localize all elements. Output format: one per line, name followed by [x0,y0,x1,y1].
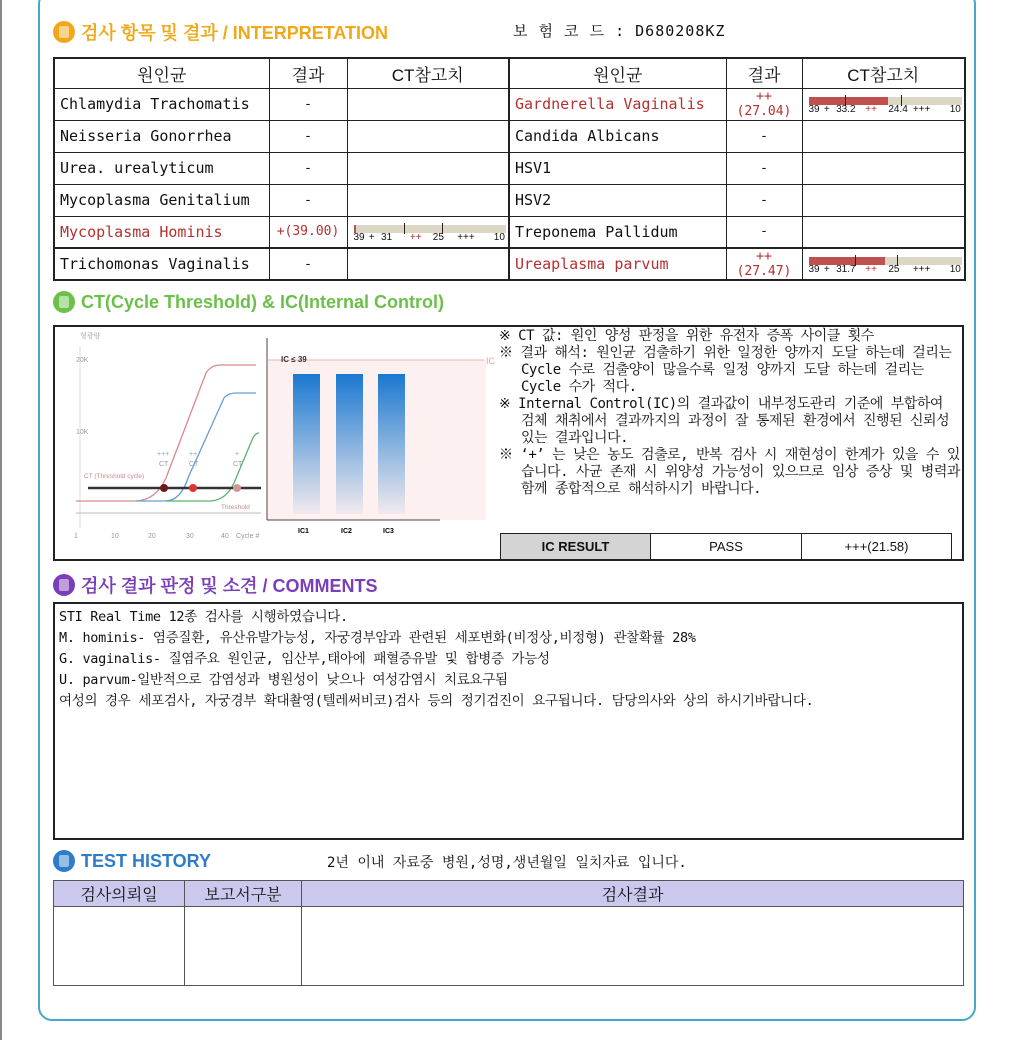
ic-bar [336,374,363,514]
ct-reference [347,184,509,216]
ct-scale-label: 10 [949,104,961,115]
curve-strong [76,365,256,501]
pathogen-name: Gardnerella Vaginalis [509,88,726,120]
pathogen-name: Neisseria Gonorrhea [54,120,269,152]
note-item: ※ CT 값: 원인 양성 판정을 위한 유전자 증폭 사이클 횟수 [499,328,874,344]
insurance-code-label: 보 험 코 드 : [513,22,626,40]
ct-point [233,484,241,492]
pathogen-result: ++(27.47) [726,248,802,280]
note-item: ※ 결과 해석: 원인균 검출하기 위한 일정한 양까지 도달 하는데 걸리는 Cycle 수로 검출양이 많을수록 일정 양까지 도달 하는데 걸리는 Cycle 수가 적다. [499,345,952,395]
results-table [53,57,966,281]
ct-bar-track [354,225,507,233]
header-result: 결과 [726,58,802,88]
threshold-label: Threshold [221,504,250,511]
section-title: CT(Cycle Threshold) & IC(Internal Control) [81,291,445,312]
table-row [54,152,965,184]
ct-reference [802,216,965,248]
ic-result-value: +++(21.58) [802,534,952,560]
ic-result-status: PASS [651,534,802,560]
pathogen-result: ++(27.04) [726,88,802,120]
x-tick: 40 [221,533,229,540]
insurance-code-value: D680208KZ [635,22,726,40]
ct-reference [802,88,965,120]
pathogen-name: Treponema Pallidum [509,216,726,248]
ct-scale-label: 33.2 [836,104,856,115]
ct-scale-label: +++ [912,264,931,275]
header-result: 결과 [269,58,347,88]
history-empty-row [54,907,964,986]
table-row [54,248,965,280]
x-tick: 1 [74,533,78,540]
insurance-code [513,20,725,41]
ct-point [189,484,197,492]
ct-scale-label: + [368,231,375,243]
pathogen-result: - [726,120,802,152]
pathogen-name: Mycoplasma Hominis [54,216,269,248]
section-title: 검사 결과 판정 및 소견 / COMMENTS [81,576,378,596]
ic-bar [378,374,405,514]
ct-ic-header [53,291,444,313]
ct-reference [347,248,509,280]
ct-reference [347,152,509,184]
pathogen-name: Mycoplasma Genitalium [54,184,269,216]
ct-scale-label: +++ [457,231,475,243]
pathogen-result: - [269,152,347,184]
pathogen-name: Ureaplasma parvum [509,248,726,280]
table-row [54,88,965,120]
ct-reference-bar [354,221,507,245]
ct-scale-label: 24.4 [888,104,908,115]
pathogen-result: - [726,152,802,184]
pathogen-name: Urea. urealyticum [54,152,269,184]
note-item: ※ Internal Control(IC)의 결과값이 내부정도관리 기준에 부합하여 검체 채취에서 결과까지의 과정이 잘 통제된 환경에서 진행된 신뢰성 있는 결과입니다. [499,396,950,446]
x-tick: 10 [111,533,119,540]
ct-scale-label: +++ [912,104,931,115]
ct-reference [347,120,509,152]
y-tick: 10K [76,429,89,436]
ct-scale-label: 10 [949,264,961,275]
pathogen-name: Candida Albicans [509,120,726,152]
ct-scale-label: + [823,264,830,275]
pathogen-result: - [269,120,347,152]
document-icon [53,574,75,596]
table-row [54,216,965,248]
comment-line: STI Real Time 12종 검사를 시행하였습니다. [59,609,348,625]
pathogen-result: - [726,184,802,216]
note-item: ※ ‘+’ 는 낮은 농도 검출로, 반복 검사 시 재현성이 한계가 있을 수 있습니다. 사균 존재 시 위양성 가능성이 있으므로 임상 증상 및 병력과 함께 종합적으로 해석하시기 바랍니다. [499,447,960,497]
document-icon [53,291,75,313]
header-ct-reference: CT참고치 [802,58,965,88]
ct-notes [499,328,961,498]
section-title: TEST HISTORY [81,850,212,871]
ic-bar-label: IC2 [341,528,352,535]
ct-scale-label: 10 [493,231,505,243]
interpretation-header [53,19,388,45]
ct-scale-label: ++ [865,104,877,115]
comments-header [53,572,378,598]
pathogen-result: - [269,88,347,120]
header-ct-reference: CT참고치 [347,58,509,88]
table-row [54,120,965,152]
document-icon [53,850,75,872]
ct-level: + [235,451,240,458]
ct-mark-label: CT [159,461,169,468]
ct-point [160,484,168,492]
ic-limit-label: IC ≤ 39 [281,355,307,364]
ct-scale-label: 25 [432,231,444,243]
ct-reference [802,184,965,216]
pathogen-name: HSV1 [509,152,726,184]
ct-reference [802,152,965,184]
ct-level: +++ [157,451,170,458]
header-test-result: 검사결과 [302,881,964,907]
comment-line: 여성의 경우 세포검사, 자궁경부 확대촬영(텔레써비코)검사 등의 정기검진이 요구됩니다. 담당의사와 상의 하시기바랍니다. [59,693,814,709]
ct-reference [347,216,509,248]
pathogen-name: Chlamydia Trachomatis [54,88,269,120]
ct-mark-label: CT [189,461,199,468]
ct-mark-label: CT [233,461,243,468]
ct-scale-label: 39 [808,104,820,115]
ct-scale-label: 39 [808,264,820,275]
ic-result-label: IC RESULT [501,534,651,560]
history-note: 2년 이내 자료중 병원,성명,생년월일 일치자료 입니다. [327,855,687,871]
ct-level: ++ [189,451,198,458]
ct-bar-tick [404,223,405,234]
y-tick: 20K [76,357,89,364]
history-header [53,850,211,872]
y-axis-label: 형광량 [80,333,101,340]
ic-line-label: IC [486,356,495,366]
header-report-type: 보고서구분 [185,881,302,907]
header-pathogen: 원인균 [54,58,269,88]
page-edge [0,0,2,1040]
ct-label: CT (Threshold cycle) [84,473,145,480]
ic-bar-label: IC3 [383,528,394,535]
ct-reference [347,88,509,120]
header-pathogen: 원인균 [509,58,726,88]
pathogen-name: HSV2 [509,184,726,216]
x-axis-label: Cycle # [236,533,260,540]
table-header-row [54,58,965,88]
pathogen-result: - [269,184,347,216]
pathogen-result: - [726,216,802,248]
section-title: 검사 항목 및 결과 / INTERPRETATION [81,23,389,43]
header-request-date: 검사의뢰일 [54,881,185,907]
ct-reference-bar [809,253,963,277]
ct-scale-label: 31 [380,231,393,243]
ic-bar [293,374,320,514]
table-row [54,184,965,216]
ct-scale-label: ++ [409,231,422,243]
ct-scale-label: 31.7 [836,264,856,275]
ic-bar-label: IC1 [298,528,309,535]
ct-scale-label: + [823,104,830,115]
ct-scale-label: 39 [353,231,365,243]
ct-reference [802,248,965,280]
history-table [53,880,964,986]
pathogen-result: +(39.00) [269,216,347,248]
x-tick: 30 [186,533,194,540]
ct-figure [56,328,496,556]
ct-scale-label: ++ [865,264,877,275]
ic-result-table [500,533,952,560]
ct-reference-bar [809,93,963,117]
comment-line: U. parvum-일반적으로 감염성과 병원성이 낮으나 여성감염시 치료요구됨 [59,672,508,688]
ct-scale-label: 25 [888,264,900,275]
x-tick: 20 [148,533,156,540]
document-icon [53,21,75,43]
pathogen-name: Trichomonas Vaginalis [54,248,269,280]
comments-box [53,602,964,840]
ct-reference [802,120,965,152]
pathogen-result: - [269,248,347,280]
comment-line: M. hominis- 염증질환, 유산유발가능성, 자궁경부암과 관련된 세포변화(비정상,비정형) 관찰확률 28% [59,630,696,646]
comment-line: G. vaginalis- 질염주요 원인균, 임산부,태아에 패혈증유발 및 합병증 가능성 [59,651,550,667]
